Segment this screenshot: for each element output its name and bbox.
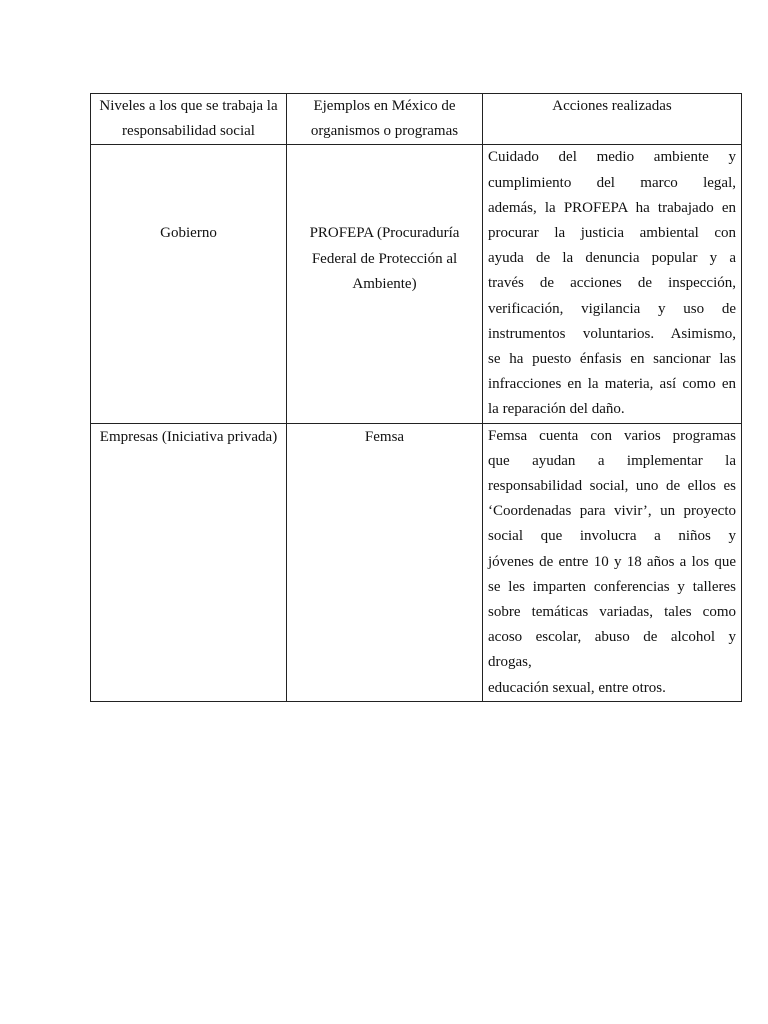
actions-line: además, la PROFEPA ha trabajado en (488, 199, 736, 216)
actions-line: drogas, (488, 654, 532, 671)
actions-line: ‘Coordenadas para vivir’, un proyecto (488, 503, 736, 520)
actions-line: instrumentos voluntarios. Asimismo, (488, 325, 736, 342)
example-text: PROFEPA (Procuraduría Federal de Protección al Ambiente) (309, 225, 460, 292)
actions-line: que ayudan a implementar la (488, 452, 736, 469)
actions-line: sobre temáticas variadas, tales como (488, 604, 736, 621)
actions-line: social que involucra a niños y (488, 528, 736, 545)
row-empresas-actions (483, 423, 742, 701)
actions-line: través de acciones de inspección, (488, 275, 736, 292)
responsibility-table (90, 93, 742, 702)
actions-line: jóvenes de entre 10 y 18 años a los que (488, 553, 736, 570)
actions-line: Cuidado del medio ambiente y (488, 149, 736, 166)
actions-line: ayuda de la denuncia popular y a (488, 250, 736, 267)
actions-line: acoso escolar, abuso de alcohol y (488, 629, 736, 646)
row-gobierno-example (287, 145, 483, 423)
actions-line: procurar la justicia ambiental con (488, 225, 736, 242)
level-text: Empresas (Iniciativa privada) (99, 428, 278, 445)
header-levels: Niveles a los que se trabaja la responsabilidad social (91, 94, 287, 145)
actions-line: se les imparten conferencias y talleres (488, 578, 736, 595)
table-row (91, 423, 742, 701)
example-text: Femsa (364, 428, 405, 445)
level-text: Gobierno (160, 225, 217, 242)
actions-line: responsabilidad social, uno de ellos es (488, 478, 736, 495)
actions-line: educación sexual, entre otros. (488, 679, 666, 696)
header-actions: Acciones realizadas (483, 94, 742, 145)
table-header-row (91, 94, 742, 145)
actions-line: verificación, vigilancia y uso de (488, 300, 736, 317)
row-empresas-example (287, 423, 483, 701)
table-row (91, 145, 742, 423)
row-empresas-level (91, 423, 287, 701)
actions-line: la reparación del daño. (488, 401, 625, 418)
row-gobierno-actions (483, 145, 742, 423)
actions-line: se ha puesto énfasis en sancionar las (488, 351, 736, 368)
actions-line: infracciones en la materia, así como en (488, 376, 736, 393)
actions-line: Femsa cuenta con varios programas (488, 427, 736, 444)
actions-line: cumplimiento del marco legal, (488, 174, 736, 191)
row-gobierno-level (91, 145, 287, 423)
header-examples: Ejemplos en México de organismos o programas (287, 94, 483, 145)
